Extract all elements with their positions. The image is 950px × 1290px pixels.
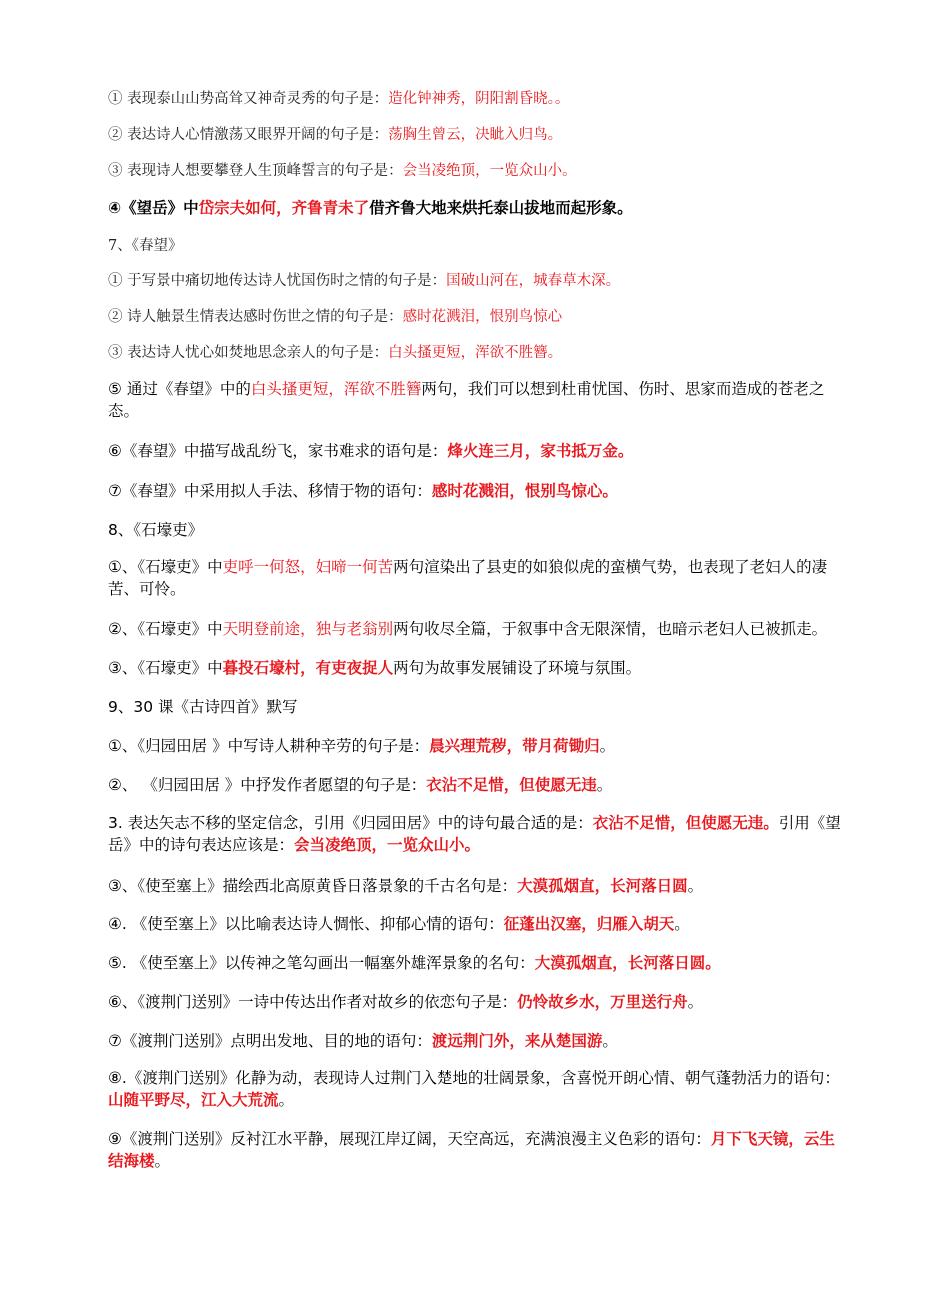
answer-text: 烽火连三月，家书抵万金。 [447, 442, 634, 460]
line-text: 。 [602, 1032, 618, 1050]
line-text: ⑥《春望》中描写战乱纷飞，家书难求的语句是： [108, 442, 448, 460]
line-text: 3. 表达矢志不移的坚定信念，引用《归园田居》中的诗句最合适的是： [108, 814, 593, 832]
line-text: ③ 表现诗人想要攀登人生顶峰誓言的句子是： [108, 163, 403, 179]
line-text: ③ 表达诗人忧心如焚地思念亲人的句子是： [108, 345, 389, 361]
line-10 [108, 439, 848, 461]
line-text: 两句收尽全篇，于叙事中含无限深情，也暗示老妇人已被抓走。 [393, 620, 828, 638]
line-text: ②、《石壕吏》中 [108, 620, 223, 638]
answer-text: 征蓬出汉塞，归雁入胡天 [503, 915, 675, 933]
answer-text: 荡胸生曾云，决眦入归鸟。 [388, 127, 563, 143]
line-text: ⑤. 《使至塞上》以传神之笔勾画出一幅塞外雄浑景象的名句： [108, 954, 535, 972]
answer-text: 感时花溅泪，恨别鸟惊心。 [431, 482, 618, 500]
answer-text: 月下飞天镜，云生结海楼 [108, 1130, 835, 1170]
answer-text: 衣沾不足惜，但使愿无违 [426, 776, 597, 794]
line-6 [108, 269, 848, 290]
line-22 [108, 951, 848, 973]
line-25 [108, 1067, 848, 1111]
heading-text: 7、《春望》 [108, 238, 183, 254]
line-23 [108, 990, 848, 1012]
line-19 [108, 812, 848, 856]
line-20 [108, 874, 848, 896]
line-text: ③、《使至塞上》描绘西北高原黄昏日落景象的千古名句是： [108, 877, 518, 895]
answer-text: 白头搔更短，浑欲不胜簪。 [388, 345, 563, 361]
answer-text: 白头搔更短，浑欲不胜簪 [250, 380, 422, 398]
line-text: 引用《望岳》中的诗句表达应该是： [108, 814, 841, 854]
answer-text: 山随平野尽，江入大荒流 [108, 1091, 279, 1109]
heading-text: 9、30 课《古诗四首》默写 [108, 698, 298, 716]
line-text: ①、《归园田居 》中写诗人耕种辛劳的句子是： [108, 737, 430, 755]
answer-text: 感时花溅泪，恨别鸟惊心 [402, 309, 563, 325]
line-text: 。 [674, 915, 690, 933]
heading-text: 8、《石壕吏》 [108, 521, 204, 539]
answer-text: 大漠孤烟直，长河落日圆 [517, 877, 688, 895]
line-text: 。 [687, 877, 704, 895]
line-text: ⑦《春望》中采用拟人手法、移情于物的语句： [108, 482, 432, 500]
line-21 [108, 912, 848, 934]
answer-text: 渡远荆门外，来从楚国游 [431, 1032, 603, 1050]
line-text: 。 [278, 1091, 295, 1109]
line-24 [108, 1029, 848, 1051]
line-11 [108, 479, 848, 501]
line-text: ⑧.《渡荆门送别》化静为动，表现诗人过荆门入楚地的壮阔景象，含喜悦开朗心情、朝气蓬勃活力的语句： [108, 1069, 840, 1087]
line-text: 两句渲染出了县吏的如狼似虎的蛮横气势，也表现了老妇人的凄苦、可怜。 [108, 558, 828, 598]
line-4 [108, 196, 848, 218]
line-26 [108, 1128, 848, 1172]
line-13 [108, 556, 848, 600]
line-3 [108, 159, 848, 180]
line-15 [108, 656, 848, 678]
line-text: ① 于写景中痛切地传达诗人忧国伤时之情的句子是： [108, 273, 447, 289]
answer-text: 会当凌绝顶，一览众山小。 [402, 163, 577, 179]
line-text: ⑨《渡荆门送别》反衬江水平静，展现江岸辽阔，天空高远，充满浪漫主义色彩的语句： [108, 1130, 711, 1148]
answer-text: 衣沾不足惜，但使愿无违。 [592, 814, 779, 832]
line-2 [108, 123, 848, 144]
answer-text: 造化钟神秀，阴阳割昏晓。。 [388, 91, 570, 107]
line-text: 两句，我们可以想到杜甫忧国、伤时、思家而造成的苍老之态。 [108, 380, 825, 420]
line-text: ④《望岳》中 [108, 199, 199, 217]
line-text: 借齐鲁大地来烘托泰山拔地而起形象。 [369, 199, 633, 217]
section-heading-8 [108, 518, 848, 540]
answer-text: 吏呼一何怒，妇啼一何苦 [222, 558, 394, 576]
answer-text: 国破山河在，城春草木深。 [446, 273, 621, 289]
line-text: 两句为故事发展铺设了环境与氛围。 [393, 659, 642, 677]
line-17 [108, 734, 848, 756]
answer-text: 大漠孤烟直，长河落日圆。 [534, 954, 721, 972]
line-text: ② 诗人触景生情表达感时伤世之情的句子是： [108, 309, 403, 325]
line-18 [108, 773, 848, 795]
line-text: ②、 《归园田居 》中抒发作者愿望的句子是： [108, 776, 427, 794]
line-text: ③、《石壕吏》中 [108, 659, 223, 677]
line-text: 。 [596, 776, 613, 794]
line-text: ④. 《使至塞上》以比喻表达诗人惆怅、抑郁心情的语句： [108, 915, 504, 933]
line-9 [108, 378, 848, 422]
line-text: 。 [687, 993, 704, 1011]
answer-text: 天明登前途，独与老翁别 [222, 620, 394, 638]
line-14 [108, 617, 848, 639]
section-heading-7 [108, 234, 848, 255]
line-text: ② 表达诗人心情激荡又眼界开阔的句子是： [108, 127, 389, 143]
line-1 [108, 87, 848, 108]
line-text: 。 [154, 1152, 171, 1170]
line-text: ① 表现泰山山势高耸又神奇灵秀的句子是： [108, 91, 389, 107]
line-text: 。 [599, 737, 616, 755]
line-text: ①、《石壕吏》中 [108, 558, 223, 576]
answer-text: 岱宗夫如何，齐鲁青未了 [198, 199, 370, 217]
line-text: ⑤ 通过《春望》中的 [108, 380, 251, 398]
section-heading-9 [108, 695, 848, 717]
answer-text: 仍怜故乡水，万里送行舟 [517, 993, 688, 1011]
answer-text: 晨兴理荒秽，带月荷锄归 [429, 737, 600, 755]
line-text: ⑥、《渡荆门送别》一诗中传达出作者对故乡的依恋句子是： [108, 993, 518, 1011]
line-7 [108, 305, 848, 326]
answer-text: 会当凌绝顶，一览众山小。 [294, 836, 481, 854]
answer-text: 暮投石壕村，有吏夜捉人 [222, 659, 394, 677]
line-8 [108, 341, 848, 362]
line-text: ⑦《渡荆门送别》点明出发地、目的地的语句： [108, 1032, 432, 1050]
